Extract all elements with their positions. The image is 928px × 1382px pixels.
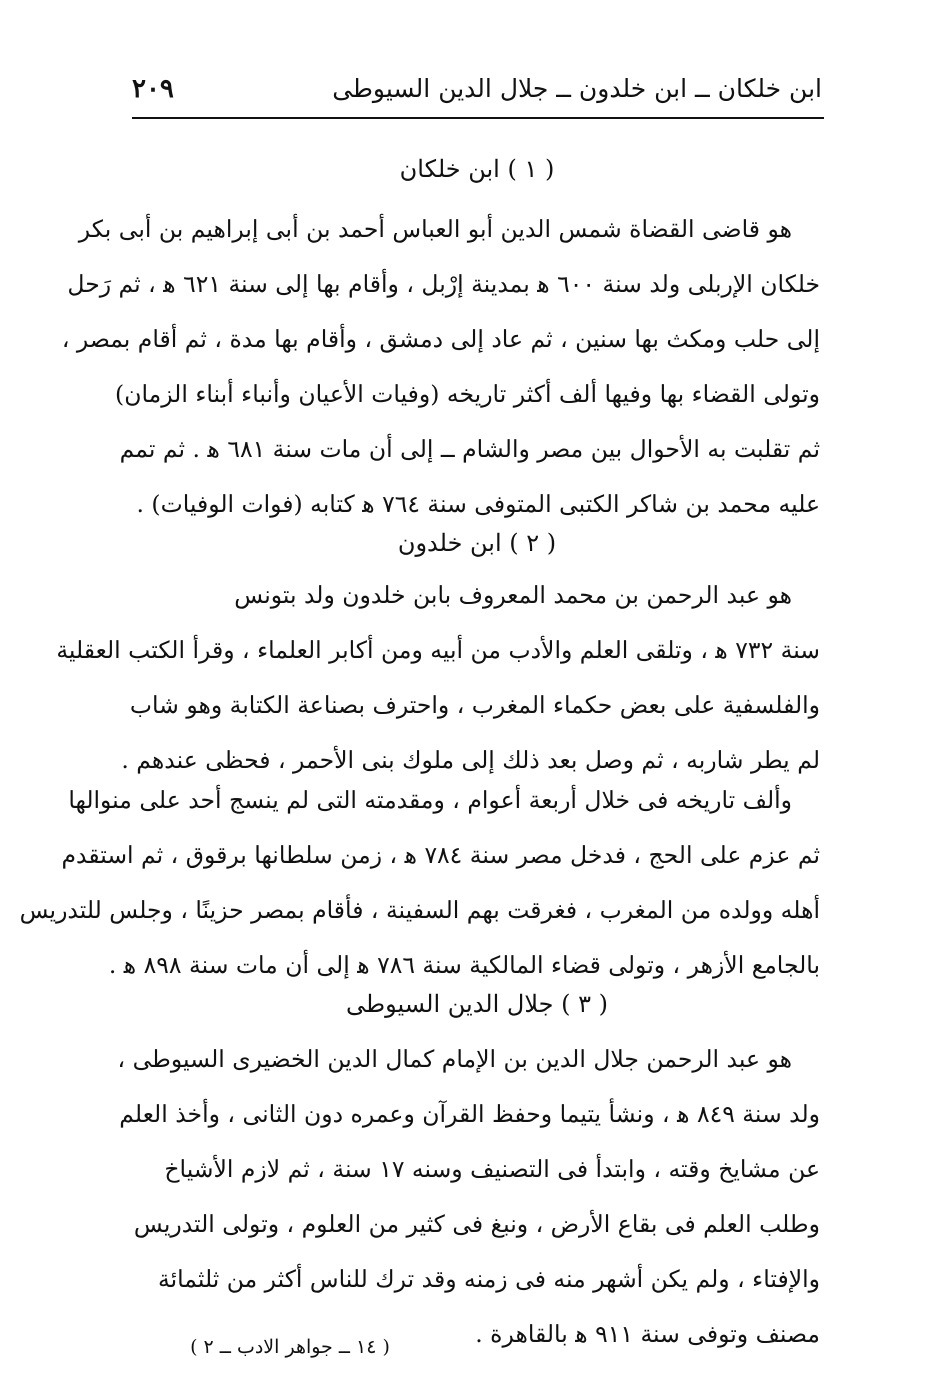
section-title-ibn-khaldun: ( ٢ ) ابن خلدون (397, 529, 557, 557)
text-line: عليه محمد بن شاكر الكتبى المتوفى سنة ٧٦٤ ﻫ كتابه (فوات الوفيات) . (136, 490, 820, 518)
paragraph-ibn-khaldun-2 (19, 773, 820, 993)
text-line: هو عبد الرحمن بن محمد المعروف بابن خلدون ولد بتونس (234, 581, 792, 609)
text-line: وتولى القضاء بها وفيها ألف أكثر تاريخه (وفيات الأعيان وأنباء أبناء الزمان) (115, 380, 820, 408)
text-line: ثم عزم على الحج ، فدخل مصر سنة ٧٨٤ ﻫ ، زمن سلطانها برقوق ، ثم استقدم (61, 841, 820, 869)
text-line: هو عبد الرحمن جلال الدين بن الإمام كمال الدين الخضيرى السيوطى ، (117, 1045, 792, 1073)
text-line: هو قاضى القضاة شمس الدين أبو العباس أحمد بن أبى إبراهيم بن أبى بكر (78, 215, 792, 243)
text-line: مصنف وتوفى سنة ٩١١ ﻫ بالقاهرة . (475, 1320, 820, 1348)
paragraph-ibn-khaldun-1 (56, 568, 820, 788)
header-rule (132, 117, 824, 119)
text-line: خلكان الإربلى ولد سنة ٦٠٠ ﻫ بمدينة إرْبل ، وأقام بها إلى سنة ٦٢١ ﻫ ، ثم رَحل (67, 270, 820, 298)
paragraph-ibn-khallikan (61, 202, 820, 532)
text-line: وطلب العلم فى بقاع الأرض ، ونبغ فى كثير من العلوم ، وتولى التدريس (133, 1210, 820, 1238)
signature-mark: ( ١٤ ــ جواهر الادب ــ ٢ ) (190, 1336, 390, 1358)
text-line: ثم تقلبت به الأحوال بين مصر والشام ــ إلى أن مات سنة ٦٨١ ﻫ . ثم تمم (119, 435, 820, 463)
text-line: سنة ٧٣٢ ﻫ ، وتلقى العلم والأدب من أبيه ومن أكابر العلماء ، وقرأ الكتب العقلية (56, 636, 820, 664)
text-line: بالجامع الأزهر ، وتولى قضاء المالكية سنة ٧٨٦ ﻫ إلى أن مات سنة ٨٩٨ ﻫ . (108, 951, 820, 979)
page-number: ٢٠٩ (132, 74, 174, 104)
text-line: عن مشايخ وقته ، وابتدأ فى التصنيف وسنه ١٧ سنة ، ثم لازم الأشياخ (164, 1155, 820, 1183)
text-line: والفلسفية على بعض حكماء المغرب ، واحترف بصناعة الكتابة وهو شاب (129, 691, 820, 719)
text-line: أهله وولده من المغرب ، فغرقت بهم السفينة ، فأقام بمصر حزينًا ، وجلس للتدريس (19, 896, 820, 924)
paragraph-al-suyuti (117, 1032, 820, 1362)
section-title-al-suyuti: ( ٣ ) جلال الدين السيوطى (345, 990, 609, 1018)
text-line: والإفتاء ، ولم يكن أشهر منه فى زمنه وقد ترك للناس أكثر من ثلثمائة (157, 1265, 820, 1293)
running-title: ابن خلكان ــ ابن خلدون ــ جلال الدين السيوطى (332, 74, 822, 103)
page-header (132, 70, 822, 110)
text-line: إلى حلب ومكث بها سنين ، ثم عاد إلى دمشق ، وأقام بها مدة ، ثم أقام بمصر ، (61, 325, 820, 353)
section-title-ibn-khallikan: ( ١ ) ابن خلكان (399, 155, 555, 183)
text-line: وألف تاريخه فى خلال أربعة أعوام ، ومقدمته التى لم ينسج أحد على منوالها (68, 786, 792, 814)
text-line: ولد سنة ٨٤٩ ﻫ ، ونشأ يتيما وحفظ القرآن وعمره دون الثانى ، وأخذ العلم (119, 1100, 820, 1128)
text-line: لم يطر شاربه ، ثم وصل بعد ذلك إلى ملوك بنى الأحمر ، فحظى عندهم . (121, 746, 820, 774)
